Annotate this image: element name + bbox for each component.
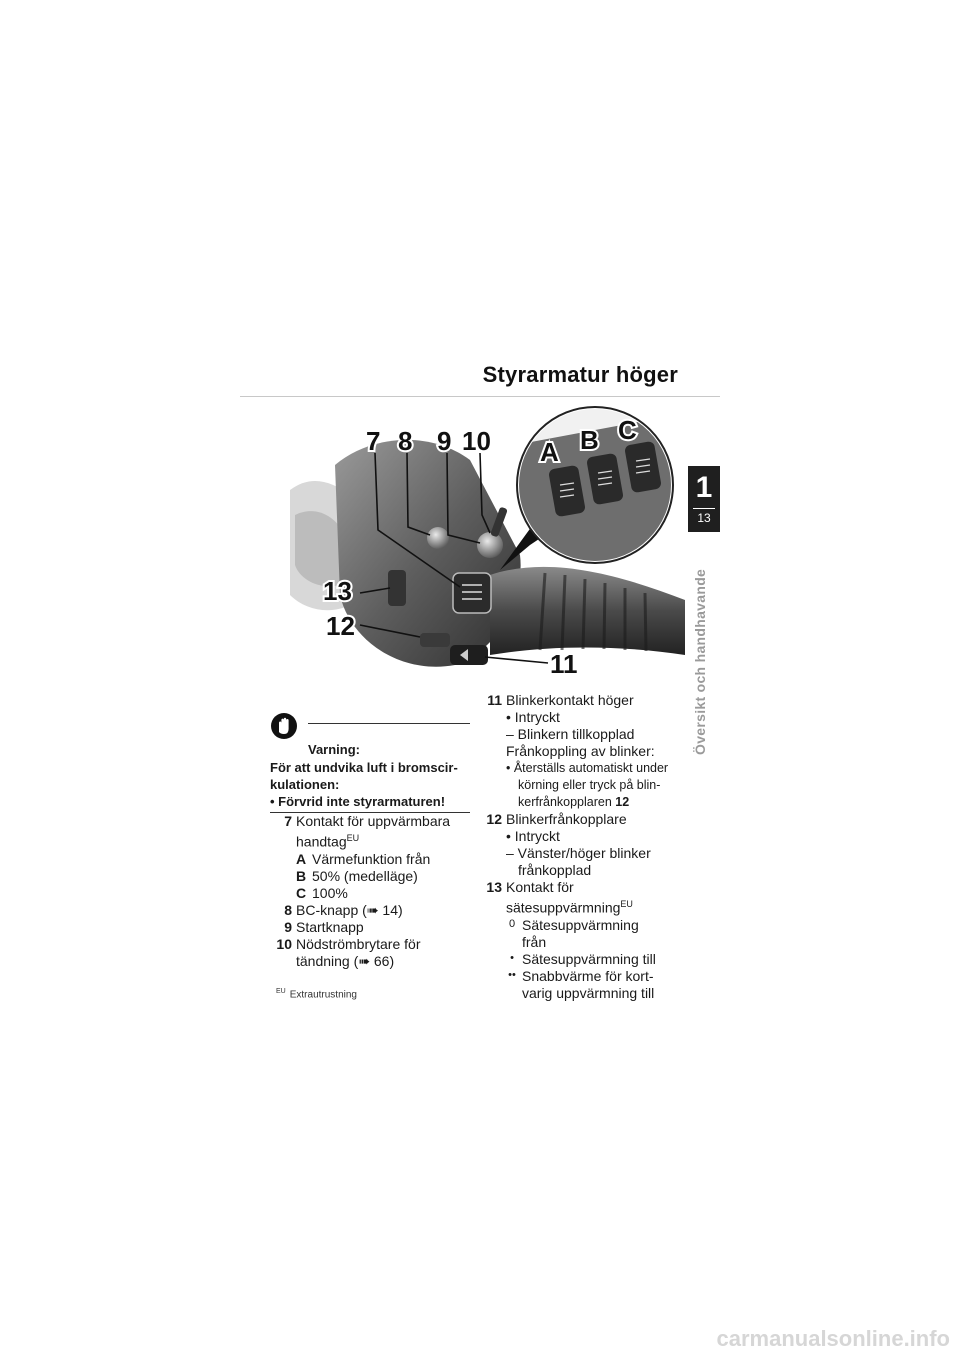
callout-7: 7 [366, 426, 381, 456]
indicator-switch [450, 645, 488, 665]
legend-11-line-5: körning eller tryck på blin- [518, 778, 661, 792]
legend-item-13: 13 Kontakt för sätesuppvärmning$^{EU}$ [486, 879, 633, 916]
callout-b: B [580, 425, 599, 455]
page-number: 13 [697, 511, 711, 525]
legend-12-line-3: frånkopplad [518, 862, 592, 878]
legend-11-line-3: Frånkoppling av blinker: [506, 743, 655, 759]
seat-fast-symbol: •• [508, 968, 516, 981]
page-title: Styrarmatur höger [482, 362, 678, 387]
section-side-label: Översikt och handhavande [692, 568, 708, 755]
warning-title: Varning: [308, 742, 361, 757]
seat-heat-off: 0 Sätesuppvärmning från [506, 917, 690, 951]
legend-item-a: A Värmefunktion från [296, 850, 431, 867]
footnote: $^{EU}$ Extrautrustning [276, 988, 357, 1001]
legend-11-line-6: kerfrånkopplaren 12 [518, 795, 630, 809]
legend-item-b: B 50% (medelläge) [296, 867, 418, 884]
legend-item-c: C 100% [296, 884, 348, 901]
legend-item-8: 8 BC-knapp (➠ 14) [284, 901, 403, 918]
callout-a: A [540, 437, 559, 467]
seat-off-symbol: 0 [508, 917, 516, 930]
callout-11: 11 [550, 649, 578, 679]
legend-right-column [480, 692, 690, 1002]
legend-left-column [270, 813, 470, 970]
warning-box [270, 712, 470, 813]
warning-hand-icon [270, 712, 298, 740]
legend-12-line-2: – Vänster/höger blinker [506, 845, 651, 861]
legend-item-9: 9 Startknapp [284, 918, 364, 935]
warning-line-3: • Förvrid inte styrarmaturen! [270, 794, 446, 809]
watermark: carmanualsonline.info [716, 1326, 950, 1351]
chapter-tab [688, 466, 720, 532]
legend-11-line-2: – Blinkern tillkopplad [506, 726, 635, 742]
callout-9: 9 [437, 426, 452, 456]
chapter-number: 1 [695, 471, 713, 504]
legend-12-line-1: • Intryckt [506, 828, 560, 844]
legend-item-10: 10 Nödströmbrytare för tändning (➠ 66) [276, 935, 421, 969]
legend-item-7: 7 Kontakt för uppvärmbara handtag$^{EU}$ [284, 813, 451, 850]
seat-heat-on: • Sätesuppvärmning till [506, 951, 690, 968]
seat-heat-fast: •• Snabbvärme för kort- varig uppvärmning till [506, 968, 690, 1002]
warning-line-2: kulationen: [270, 777, 340, 792]
warning-line-1: För att undvika luft i bromscir- [270, 760, 458, 775]
handlebar-grip [490, 567, 685, 655]
warning-top-rule [308, 723, 470, 724]
legend-11-line-1: • Intryckt [506, 709, 560, 725]
handlebar-controls-illustration [290, 405, 690, 690]
legend-item-12: 12 Blinkerfrånkopplare [486, 811, 627, 827]
callout-c: C [618, 415, 637, 445]
title-divider [240, 396, 720, 397]
callout-8: 8 [398, 426, 413, 456]
callout-13: 13 [323, 576, 352, 606]
legend-item-11: 11 Blinkerkontakt höger [487, 692, 634, 708]
bc-button [427, 527, 449, 549]
seat-heating-switch [388, 570, 406, 606]
indicator-cancel-switch [420, 633, 450, 647]
callout-10: 10 [462, 426, 491, 456]
heated-grip-switch [453, 573, 491, 613]
callout-12: 12 [326, 611, 355, 641]
seat-on-symbol: • [510, 951, 514, 964]
legend-11-line-4: • Återställs automatiskt under [506, 761, 669, 775]
start-button [477, 532, 503, 558]
